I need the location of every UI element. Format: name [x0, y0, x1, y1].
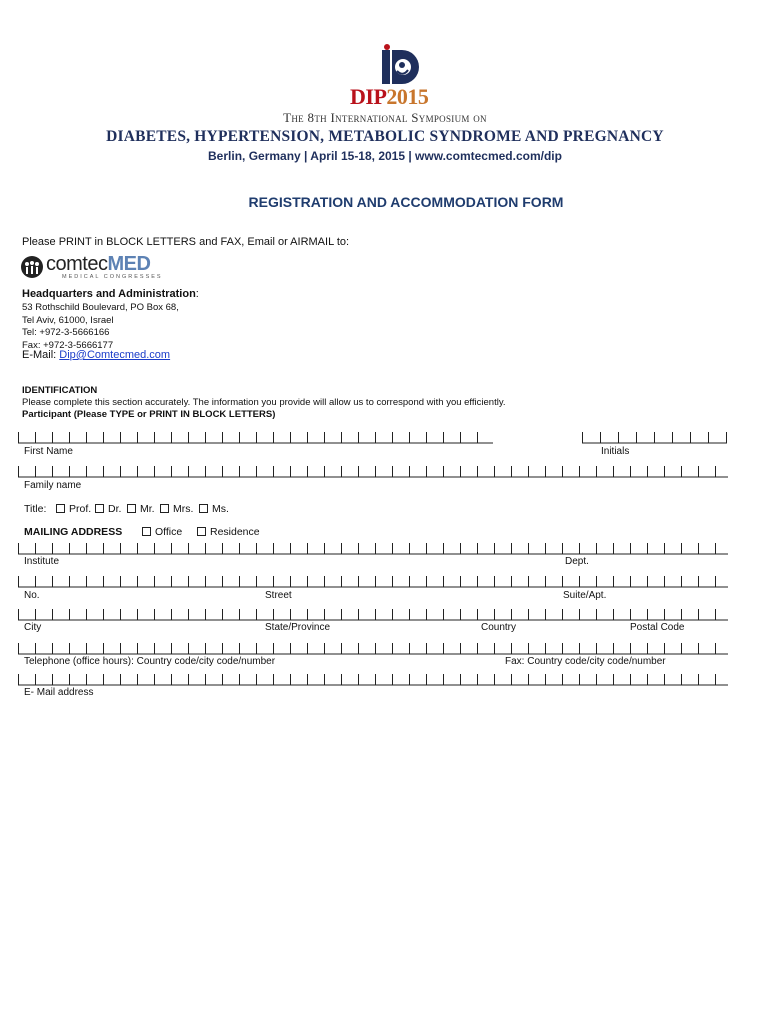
- title-option-ms[interactable]: Ms.: [199, 503, 229, 515]
- country-label: Country: [481, 622, 517, 633]
- suite-label: Suite/Apt.: [563, 590, 607, 601]
- dip-wordmark-main: DIP: [350, 84, 387, 109]
- state-label: State/Province: [265, 622, 331, 633]
- identification-heading: IDENTIFICATION: [22, 385, 98, 396]
- title-option-dr[interactable]: Dr.: [95, 503, 121, 515]
- form-title: REGISTRATION AND ACCOMMODATION FORM: [248, 194, 564, 210]
- city-label: City: [24, 622, 42, 633]
- address-boxes[interactable]: [18, 576, 730, 588]
- fax-label: Fax: Country code/city code/number: [505, 656, 666, 667]
- postal-code-label: Postal Code: [630, 622, 685, 633]
- initials-boxes[interactable]: [582, 432, 729, 444]
- institute-label: Institute: [24, 556, 60, 567]
- dip2015-wordmark: [350, 84, 460, 110]
- checkbox-icon: [197, 527, 206, 536]
- initials-label: Initials: [601, 446, 630, 457]
- mailing-option-residence[interactable]: Residence: [197, 526, 260, 538]
- checkbox-icon: [199, 504, 208, 513]
- no-label: No.: [24, 590, 40, 601]
- logo-text-comtec: comtec: [46, 253, 108, 275]
- address-fax: Fax: +972-3-5666177: [22, 339, 114, 351]
- participant-instruction: Participant (Please TYPE or PRINT IN BLOCK LETTERS): [22, 409, 276, 420]
- dept-label: Dept.: [565, 556, 589, 567]
- street-label: Street: [265, 590, 292, 601]
- dip-logo-icon: [380, 44, 420, 86]
- checkbox-icon: [95, 504, 104, 513]
- hq-address: [22, 302, 179, 352]
- comtecmed-logo: [20, 253, 170, 283]
- first-name-boxes[interactable]: [18, 432, 495, 444]
- checkbox-icon: [56, 504, 65, 513]
- mailing-address-label: MAILING ADDRESS: [24, 526, 123, 538]
- family-name-label: Family name: [24, 480, 82, 491]
- address-line-1: 53 Rothschild Boulevard, PO Box 68,: [22, 302, 179, 313]
- dip-wordmark-year: 2015: [386, 84, 429, 109]
- title-label: Title:: [24, 503, 47, 515]
- logo-text-med: MED: [107, 253, 151, 275]
- mailing-option-office[interactable]: Office: [142, 526, 182, 538]
- symposium-line-2: DIABETES, HYPERTENSION, METABOLIC SYNDROME AND PREGNANCY: [106, 128, 664, 145]
- phone-fax-boxes[interactable]: [18, 643, 730, 655]
- checkbox-icon: [127, 504, 136, 513]
- comtecmed-globe-icon: [20, 255, 44, 279]
- address-tel: Tel: +972-3-5666166: [22, 327, 110, 338]
- hq-heading: Headquarters and Administration:: [22, 288, 199, 300]
- checkbox-icon: [142, 527, 151, 536]
- first-name-label: First Name: [24, 446, 73, 457]
- symposium-line-1: The 8th International Symposium on: [283, 110, 487, 125]
- checkbox-icon: [160, 504, 169, 513]
- city-boxes[interactable]: [18, 609, 730, 621]
- family-name-boxes[interactable]: [18, 466, 730, 478]
- instruction-text: Please PRINT in BLOCK LETTERS and FAX, Email or AIRMAIL to:: [22, 236, 350, 248]
- title-option-mr[interactable]: Mr.: [127, 503, 155, 515]
- institute-boxes[interactable]: [18, 543, 730, 555]
- title-option-prof[interactable]: Prof.: [56, 503, 91, 515]
- email-link[interactable]: Dip@Comtecmed.com: [59, 349, 171, 361]
- location-line: Berlin, Germany | April 15-18, 2015 | www.comtecmed.com/dip: [208, 149, 562, 163]
- identification-note: Please complete this section accurately. The information you provide will allow us to correspond with you efficiently.: [22, 397, 506, 408]
- address-line-2: Tel Aviv, 61000, Israel: [22, 314, 114, 326]
- address-email: E-Mail: Dip@Comtecmed.com: [22, 349, 171, 361]
- email-label: E- Mail address: [24, 687, 94, 698]
- telephone-label: Telephone (office hours): Country code/city code/number: [24, 656, 276, 667]
- logo-tagline: MEDICAL CONGRESSES: [62, 274, 163, 280]
- email-boxes[interactable]: [18, 674, 730, 686]
- title-option-mrs[interactable]: Mrs.: [160, 503, 193, 515]
